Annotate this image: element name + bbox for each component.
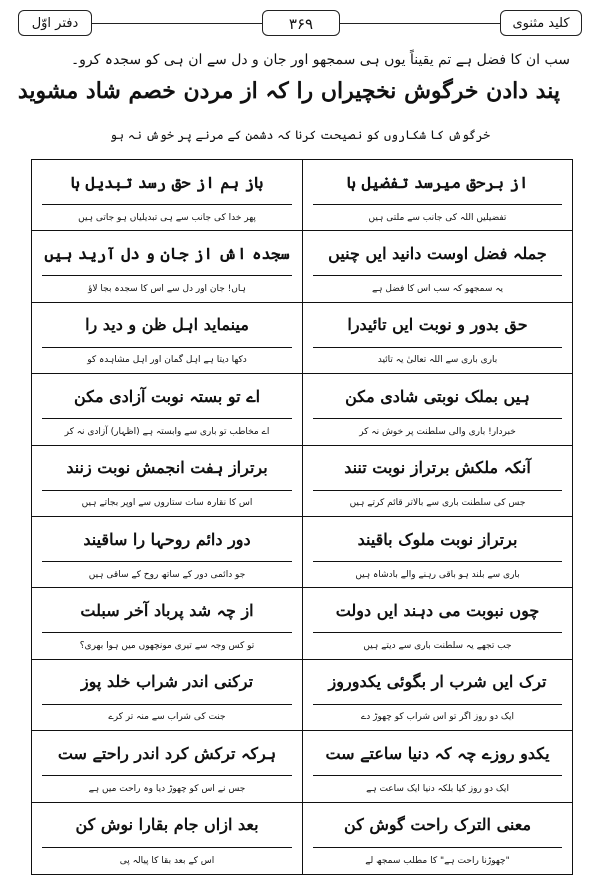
- verse-text: دور دائم روحہا را ساقیند: [83, 529, 251, 549]
- verse-text: آنکہ ملکش برتراز نوبت تنند: [344, 458, 531, 478]
- verse-text: اے تو بستہ نوبت آزادی مکن: [73, 386, 261, 406]
- verse-cell-left: [32, 803, 302, 874]
- verse-cell-left: [32, 588, 302, 659]
- verse-text: چوں نبوبت می دہند ایں دولت: [335, 600, 540, 620]
- verse-cell-right: [302, 374, 572, 445]
- verse-cell-left: [32, 660, 302, 731]
- gloss-text: جنت کی شراب سے منہ تر کرے: [108, 712, 226, 723]
- verse-text: بعد ازاں جام بقارا نوش کن: [75, 815, 259, 835]
- gloss-text: ہاں! جان اور دل سے اس کا سجدہ بجا لاؤ: [88, 284, 246, 295]
- verse-text: حق بدور و نوبت ایں تائیدرا: [347, 315, 528, 335]
- section-subtitle: خرگوش کا شکاروں کو نصیحت کرنا کہ دشمن کے مرنے پر خوش نہ ہو: [109, 128, 491, 142]
- verse-cell-right: [302, 446, 572, 517]
- verse-cell-right: [302, 731, 572, 802]
- verse-text: ہرکہ ترکش کرد اندر راحتے ست: [57, 743, 277, 763]
- verse-text: معنی الترک راحت گوش کن: [344, 815, 532, 835]
- gloss-text: تو کس وجہ سے تیری مونچھوں میں ہوا بھری؟: [79, 641, 255, 652]
- verse-cell-right: [302, 803, 572, 874]
- verse-cell-right: [302, 517, 572, 588]
- verse-text: باز ہم از حق رسد تبدیل ہا: [70, 172, 264, 192]
- book-title-label: کلید مثنوی: [500, 10, 582, 36]
- gloss-text: باری سے بلند ہو باقی رہنے والے بادشاہ ہیں: [355, 569, 520, 580]
- gloss-text: دکھا دیتا ہے اہل گمان اور اہل مشاہدہ کو: [87, 355, 247, 366]
- verse-text: برتراز ہفت انجمش نوبت زنند: [66, 458, 268, 478]
- page-header: [0, 0, 600, 50]
- gloss-text: جس کی سلطنت باری سے بالاتر قائم کرتے ہیں: [349, 498, 526, 509]
- header-rule-right: [340, 23, 500, 24]
- gloss-text: ایک دو روز کیا بلکہ دنیا ایک ساعت ہے: [366, 783, 509, 794]
- gloss-text: خبردار! باری والی سلطنت پر خوش نہ کر: [359, 426, 516, 437]
- gloss-text: پھر خدا کی جانب سے ہی تبدیلیاں ہو جاتی ہیں: [78, 212, 256, 223]
- verse-cell-right: [302, 303, 572, 374]
- verse-cell-left: [32, 446, 302, 517]
- verse-text: از چہ شد پرباد آخر سبلت: [80, 600, 254, 620]
- gloss-text: اے مخاطب تو باری سے وابستہ ہے (اظہار) آزادی نہ کر: [64, 426, 270, 437]
- verse-cell-left: [32, 374, 302, 445]
- verse-text: سجدہ اش از جان و دل آرید ہیں: [44, 243, 290, 263]
- volume-label: دفتر اوّل: [18, 10, 92, 36]
- gloss-text: باری باری سے اللہ تعالیٰ یہ تائید: [377, 355, 498, 366]
- verse-cell-left: [32, 160, 302, 231]
- verse-cell-left: [32, 303, 302, 374]
- verse-text: ترکنی اندر شراب خلد پوز: [80, 672, 254, 692]
- verse-text: مینماید اہل ظن و دید را: [85, 315, 249, 335]
- gloss-text: اس کے بعد بقا کا پیالہ پی: [119, 855, 215, 866]
- verse-cell-left: [32, 731, 302, 802]
- verse-table: [31, 159, 573, 875]
- gloss-text: جو دائمی دور کے ساتھ روح کے ساقی ہیں: [88, 569, 246, 580]
- gloss-text: "چھوڑنا راحت ہے" کا مطلب سمجھ لے: [365, 855, 510, 866]
- verse-text: از برحق میرسد تفضیل ہا: [346, 172, 529, 192]
- verse-cell-left: [32, 517, 302, 588]
- gloss-text: جس نے اس کو چھوڑ دیا وہ راحت میں ہے: [88, 783, 246, 794]
- verse-text: جملہ فضل اوست دانید ایں چنیں: [328, 243, 547, 263]
- verse-cell-left: [32, 231, 302, 302]
- page-number: ۳۶۹: [262, 10, 340, 36]
- verse-text: یکدو روزے چہ کہ دنیا ساعتے ست: [325, 743, 550, 763]
- gloss-text: تفضیلیں اللہ کی جانب سے ملتی ہیں: [368, 212, 507, 223]
- gloss-text: ایک دو روز اگر تو اس شراب کو چھوڑ دے: [361, 712, 514, 723]
- gloss-text: اس کا نقارہ سات ستاروں سے اوپر بجاتے ہیں: [81, 498, 253, 509]
- section-title: پند دادن خرگوش نخچیراں را کہ از مردن خصم شاد مشوید: [17, 78, 560, 104]
- intro-line: سب ان کا فضل ہے تم یقیناً یوں ہی سمجھو اور جان و دل سے ان ہی کو سجدہ کرو۔: [70, 52, 570, 68]
- verse-text: برتراز نوبت ملوک باقیند: [357, 529, 518, 549]
- verse-text: ہیں بملک نوبتی شادی مکن: [345, 386, 530, 406]
- gloss-text: یہ سمجھو کہ سب اس کا فضل ہے: [371, 284, 504, 295]
- verse-text: ترک ایں شرب ار بگوئی یکدوروز: [328, 672, 547, 692]
- verse-cell-right: [302, 588, 572, 659]
- gloss-text: جب تجھے یہ سلطنت باری سے دیتے ہیں: [363, 641, 512, 652]
- header-rule-left: [92, 23, 262, 24]
- verse-cell-right: [302, 660, 572, 731]
- verse-cell-right: [302, 231, 572, 302]
- verse-cell-right: [302, 160, 572, 231]
